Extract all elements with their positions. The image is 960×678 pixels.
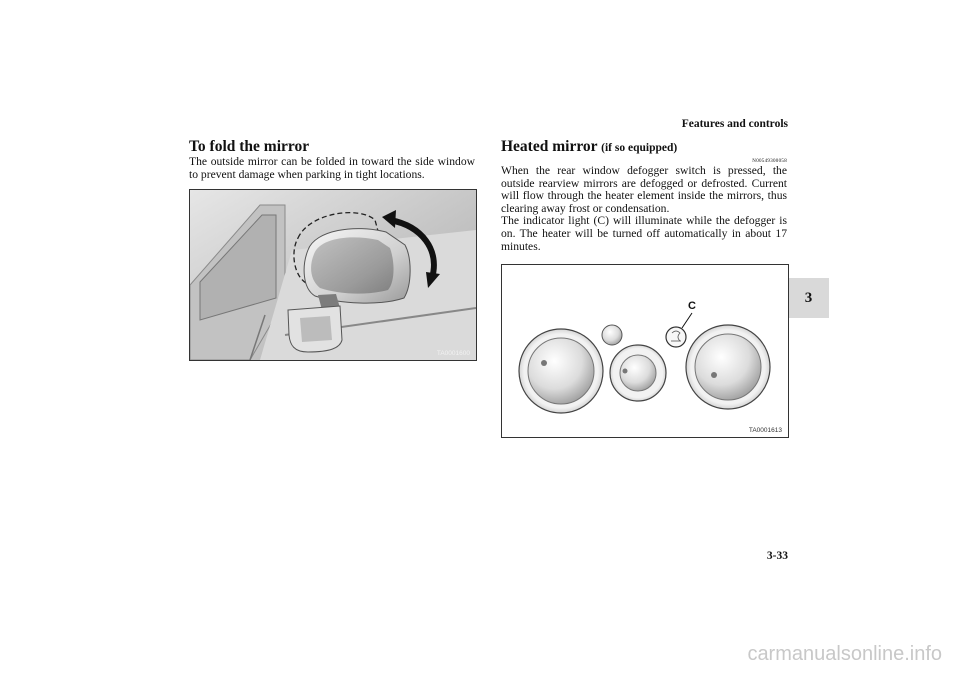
reference-code: N00549300058 — [752, 159, 787, 164]
control-panel-drawing — [502, 265, 788, 437]
fold-mirror-text: The outside mirror can be folded in toward the side window to prevent damage when parking in tight locations. — [189, 155, 475, 181]
mirror-drawing — [190, 190, 476, 360]
page-number: 3-33 — [766, 550, 788, 562]
folding-mirror-illustration — [189, 189, 477, 361]
section-header: Features and controls — [681, 118, 788, 130]
left-column — [189, 138, 475, 361]
heated-mirror-paragraph-1: When the rear window defogger switch is pressed, the outside rearview mirrors are defogged or defrosted. Current will flow through the heater element inside the mirrors, thus clearing away frost or condensation. — [501, 164, 787, 215]
right-column — [501, 138, 787, 438]
fold-mirror-heading: To fold the mirror — [189, 138, 310, 155]
watermark: carmanualsonline.info — [747, 643, 942, 665]
figure-code: TA0001600 — [436, 350, 470, 358]
climate-controls-illustration — [501, 264, 789, 438]
figure-code: TA0001613 — [748, 427, 782, 435]
heated-mirror-paragraph-2: The indicator light (C) will illuminate while the defogger is on. The heater will be turned off automatically in about 17 minutes. — [501, 214, 787, 253]
chapter-tab — [788, 278, 829, 318]
heated-mirror-heading — [501, 138, 787, 157]
heading-suffix: (if so equipped) — [601, 142, 678, 154]
indicator-label-c: C — [688, 300, 696, 313]
chapter-number: 3 — [804, 289, 813, 306]
heated-mirror-title: Heated mirror — [501, 138, 598, 155]
